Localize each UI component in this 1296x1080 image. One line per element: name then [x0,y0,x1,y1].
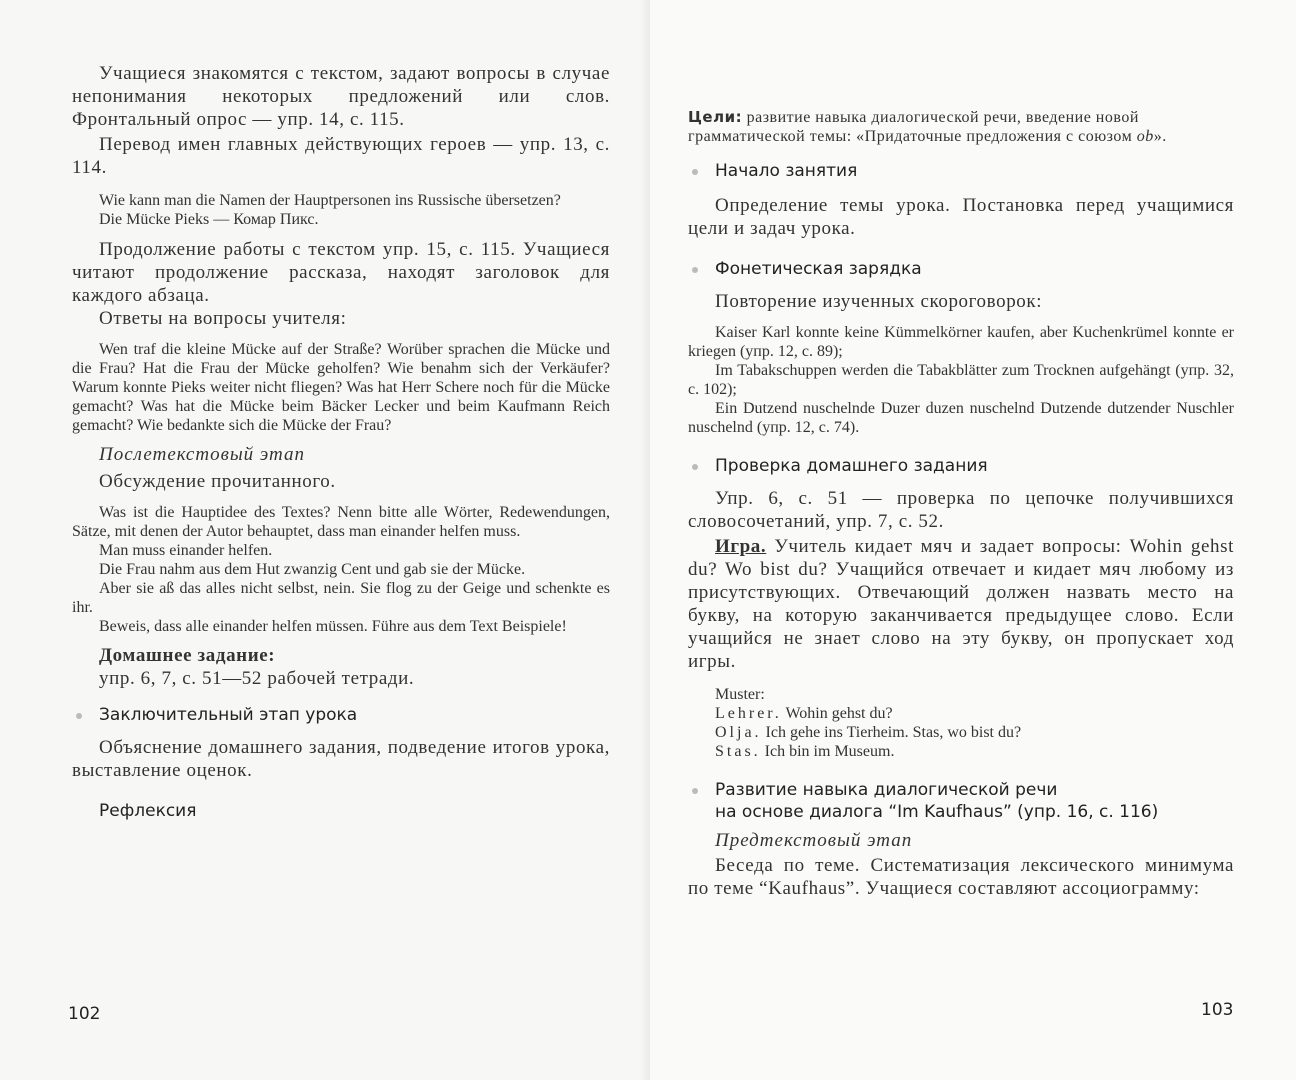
tongue-twister-1: Kaiser Karl konnte keine Kümmelkörner kaufen, aber Kuchenkrümel konnte er kriegen (упр. 12, с. 89); [688,324,1234,360]
homework-label: Домашнее задание: [99,645,276,666]
goals-label: Цели: [688,108,743,126]
bullet-icon [76,713,82,719]
speaker-line: Ich gehe ins Tierheim. Stas, wo bist du? [761,724,1022,741]
german-answer: Die Mücke Pieks — Комар Пикс. [99,211,319,228]
dialog-heading-line-1: Развитие навыка диалогической речи [715,780,1058,800]
page-number-left: 102 [68,1004,101,1024]
phonetic-heading-label: Фонетическая зарядка [715,259,922,279]
show-through-text [872,56,1022,82]
speaker-line: Wohin gehst du? [781,705,893,722]
speaker-name: Stas. [715,743,761,760]
homework-check-heading [688,455,1234,477]
german-aber: Aber sie aß das alles nicht selbst, nein. Sie flog zu der Geige und schenkte es ihr. [72,580,610,616]
pre-text-paragraph: Беседа по теме. Систематизация лексического минимума по теме “Kaufhaus”. Учащиеся составляют ассоциограмму: [688,855,1234,899]
german-frau: Die Frau nahm aus dem Hut zwanzig Cent und gab sie der Mücke. [99,561,526,578]
final-stage-heading-label: Заключительный этап урока [99,705,358,725]
speaker-line: Ich bin im Museum. [760,743,895,760]
paragraph-continuation: Продолжение работы с текстом упр. 15, с. 115. Учащиеся читают продолжение рассказа, находят заголовок для каждого абзаца. [72,239,610,306]
goals-text: развитие навыка диалогической речи, введение новой грамматической темы: «Придаточные предложения с союзом [688,109,1139,145]
bullet-icon [692,267,698,273]
start-heading-label: Начало занятия [715,161,858,181]
german-help: Man muss einander helfen. [99,542,273,559]
paragraph-intro: Учащиеся знакомятся с текстом, задают вопросы в случае непонимания некоторых предложений или слов. Фронтальный опрос — упр. 14, с. 115. [72,63,610,130]
tongue-twister-2: Im Tabakschuppen werden die Tabakblätter zum Trocknen aufgehängt (упр. 32, с. 102); [688,362,1234,398]
goals-ob: ob [1136,128,1154,145]
start-text: Определение темы урока. Постановка перед учащимися цели и задач урока. [688,195,1234,239]
paragraph-discussion: Обсуждение прочитанного. [99,471,336,492]
page-103 [650,0,1296,1080]
german-beweis: Beweis, dass alle einander helfen müssen. Führe aus dem Text Beispiele! [99,618,567,635]
homework-text: упр. 6, 7, с. 51—52 рабочей тетради. [99,668,415,689]
game-text: Учитель кидает мяч и задает вопросы: Wohin gehst du? Wo bist du? Учащийся отвечает и кидает мяч любому из присутствующих. Отвечающий должен назвать место на букву, на которую заканчивается предыдущее слово. Если учащийся не знает слово на эту букву, он пропускает ход игры. [688,536,1234,672]
dialog-line-1 [688,704,1234,723]
german-main-idea: Was ist die Hauptidee des Textes? Nenn bitte alle Wörter, Redewendungen, Sätze, mit denen der Autor behauptet, dass man einander helfen muss. [72,504,610,540]
pre-text-stage-title: Предтекстовый этап [715,830,913,851]
final-stage-text: Объяснение домашнего задания, подведение итогов урока, выставление оценок. [72,737,610,781]
dialog-line-2 [688,723,1234,742]
post-text-stage-title: Послетекстовый этап [99,444,306,465]
muster-label: Muster: [715,686,765,703]
start-heading [688,160,1234,182]
bullet-icon [692,788,698,794]
german-questions-block: Wen traf die kleine Mücke auf der Straße? Worüber sprachen die Mücke und die Frau? Hat die Frau der Mücke geholfen? Wie benahm sich der Verkäufer? Warum konnte Pieks weiter nicht fliegen? Was hat Herr Schere noch für die Mücke gemacht? Was hat die Mücke beim Bäcker Lecker und beim Kaufmann Reich gemacht? Wie bedankte sich die Mücke der Frau? [72,341,610,434]
bullet-icon [692,169,698,175]
dialog-heading-line-2: на основе диалога “Im Kaufhaus” (упр. 16, с. 116) [715,802,1159,822]
phonetic-heading [688,258,1234,280]
game-label: Игра. [715,536,767,557]
german-question: Wie kann man die Namen der Hauptpersonen ins Russische übersetzen? [99,192,561,209]
homework-check-text: Упр. 6, с. 51 — проверка по цепочке получившихся словосочетаний, упр. 7, с. 52. [688,488,1234,532]
speaker-name: Lehrer. [715,705,782,722]
paragraph-translation: Перевод имен главных действующих героев — упр. 13, с. 114. [72,134,610,178]
speaker-name: Olja. [715,724,762,741]
paragraph-answers: Ответы на вопросы учителя: [99,308,347,329]
dialog-line-3 [688,742,1234,761]
phonetic-text: Повторение изученных скороговорок: [715,291,1043,312]
reflection-heading-label: Рефлексия [99,801,197,821]
reflection-heading [72,800,610,822]
tongue-twister-3: Ein Dutzend nuschelnde Duzer duzen nuschelnd Dutzende dutzender Nuschler nuschelnd (упр. 12, с. 74). [688,400,1234,436]
page-number-right: 103 [1201,1000,1234,1020]
game-paragraph [688,535,1234,673]
homework-check-heading-label: Проверка домашнего задания [715,456,988,476]
final-stage-heading [72,704,610,726]
lesson-goals [688,108,1234,146]
goals-end: ». [1153,128,1167,145]
dialog-heading [688,779,1234,823]
bullet-icon [692,464,698,470]
